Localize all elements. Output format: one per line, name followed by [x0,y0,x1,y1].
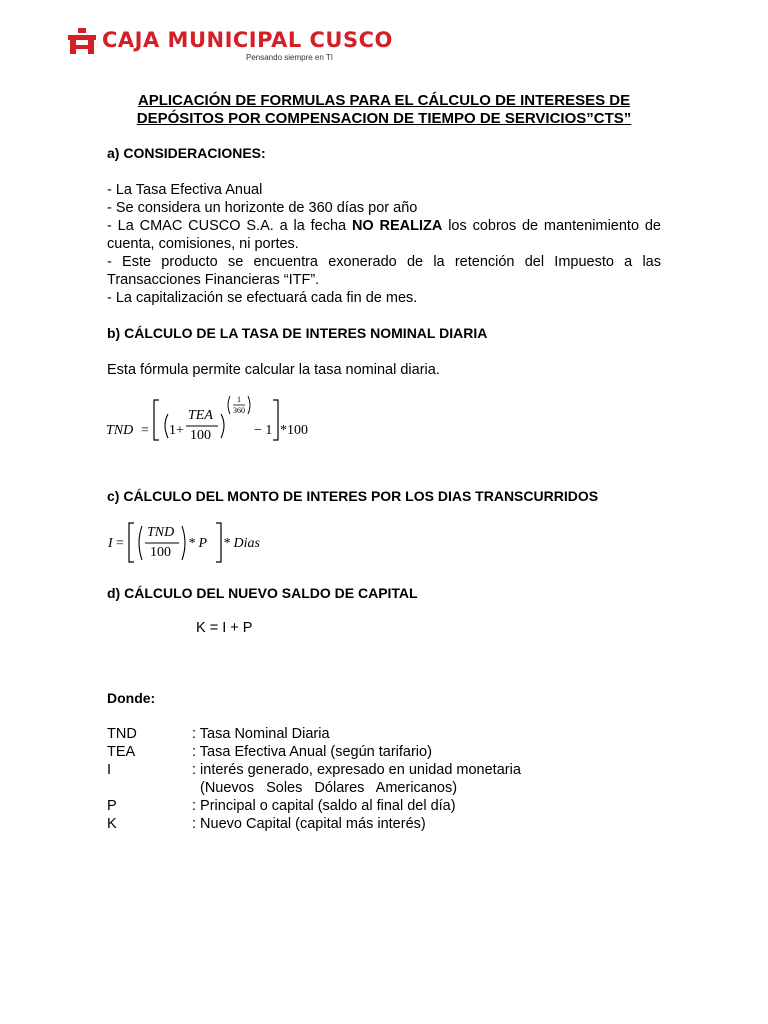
item-3-text-post: los cobros de mantenimiento de [442,218,661,234]
glossary-term: TEA [107,744,136,760]
formula-interest-times-dias: * Dias [223,536,260,551]
section-a-heading: a) CONSIDERACIONES: [107,145,266,161]
glossary-term: P [107,798,117,814]
glossary-definition: : Tasa Nominal Diaria [192,726,330,742]
formula-interest [100,518,280,568]
section-b-heading: b) CÁLCULO DE LA TASA DE INTERES NOMINAL DIARIA [107,325,488,341]
glossary-term: TND [107,726,137,742]
formula-tnd-denominator: 100 [190,428,211,443]
formula-capital: K = I + P [196,620,253,636]
consideration-item-3 [107,217,661,235]
consideration-item-1: - La Tasa Efectiva Anual [107,182,263,198]
consideration-item-3-line2: cuenta, comisiones, ni portes. [107,236,299,252]
formula-tnd-exp-den: 360 [233,406,245,415]
logo-mark-icon [68,28,96,54]
section-b-text: Esta fórmula permite calcular la tasa nominal diaria. [107,362,440,378]
glossary-definition: : Nuevo Capital (capital más interés) [192,816,426,832]
consideration-item-2: - Se considera un horizonte de 360 días por año [107,200,418,216]
glossary-definition: : Tasa Efectiva Anual (según tarifario) [192,744,432,760]
formula-tnd-one: 1 [169,423,176,438]
document-title-line2: DEPÓSITOS POR COMPENSACION DE TIEMPO DE SERVICIOS”CTS” [136,110,632,127]
formula-tnd-lhs: TND [106,423,134,438]
formula-tnd-numerator: TEA [188,408,213,423]
formula-tnd-times: *100 [280,423,308,438]
formula-tnd-eq: = [141,423,149,438]
formula-tnd-plus: + [176,423,184,438]
logo [68,24,393,64]
consideration-item-4: - Este producto se encuentra exonerado de la retención del Impuesto a las [107,254,661,270]
logo-tagline: Pensando siempre en TI [246,53,334,62]
consideration-item-4-line2: Transacciones Financieras “ITF”. [107,272,320,288]
formula-interest-eq: = [116,536,124,551]
formula-interest-numerator: TND [147,525,175,540]
glossary-definition: : Principal o capital (saldo al final del día) [192,798,456,814]
glossary-definition-continuation: (Nuevos Soles Dólares Americanos) [200,780,458,796]
formula-interest-denominator: 100 [150,545,171,560]
formula-interest-times-p: * P [188,536,208,551]
donde-heading: Donde: [107,690,156,706]
formula-tnd [100,392,330,472]
section-c-heading: c) CÁLCULO DEL MONTO DE INTERES POR LOS DIAS TRANSCURRIDOS [107,488,599,504]
formula-interest-lhs: I [108,536,113,551]
consideration-item-5: - La capitalización se efectuará cada fin de mes. [107,290,418,306]
item-3-text: - La CMAC CUSCO S.A. a la fecha [107,218,352,234]
formula-tnd-minus-one: − 1 [254,423,273,438]
glossary-term: I [107,762,112,778]
document-title-line1: APLICACIÓN DE FORMULAS PARA EL CÁLCULO DE INTERESES DE [137,92,631,109]
glossary-definition: : interés generado, expresado en unidad monetaria [192,762,521,778]
section-d-heading: d) CÁLCULO DEL NUEVO SALDO DE CAPITAL [107,585,418,601]
item-3-bold: NO REALIZA [351,218,443,234]
logo-name: CAJA MUNICIPAL CUSCO [102,28,393,52]
formula-tnd-exp-num: 1 [237,395,241,404]
glossary-term: K [107,816,117,832]
